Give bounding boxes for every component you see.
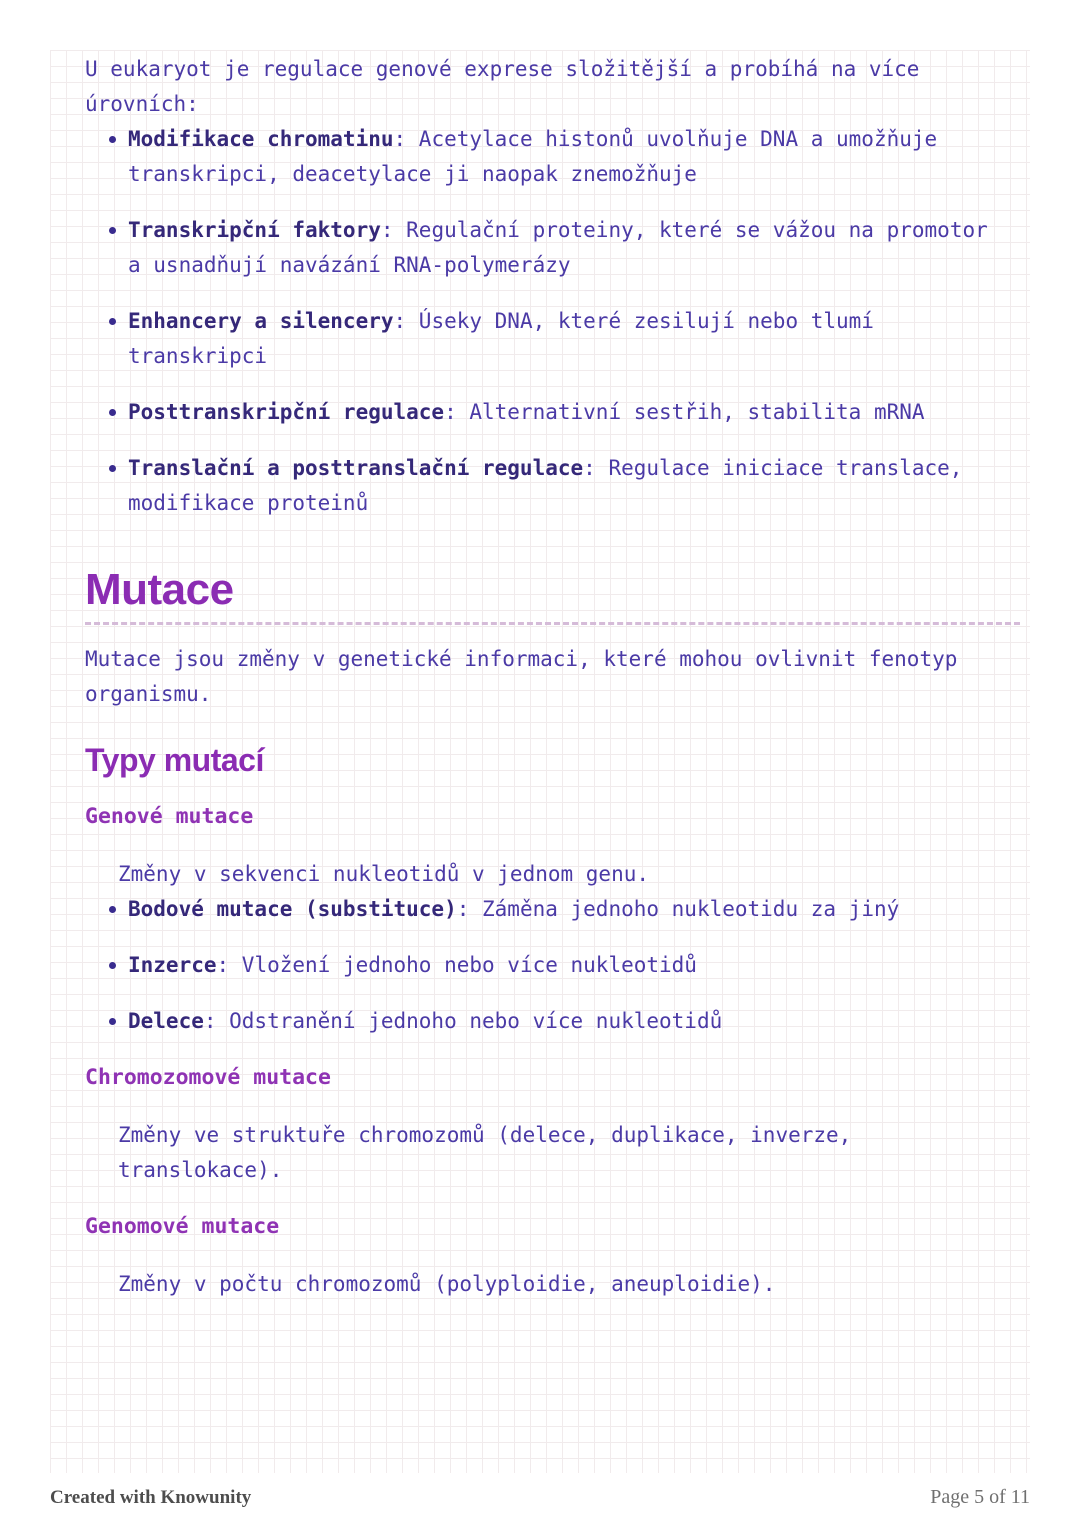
bullet-term: Posttranskripční regulace [128, 400, 445, 424]
bullet-desc: : Odstranění jednoho nebo více nukleotidů [203, 1009, 723, 1033]
bullet-term: Delece [128, 1009, 204, 1033]
list-item [85, 304, 988, 374]
bullet-term: Translační a posttranslační regulace [128, 456, 584, 480]
genomove-mutace-body: Změny v počtu chromozomů (polyploidie, aneuploidie). [118, 1272, 776, 1296]
subsection-title-typy-mutaci: Typy mutací [85, 742, 264, 778]
list-item [85, 892, 988, 927]
bullet-desc: : Regulační proteiny, které se vážou na promotor a usnadňují navázání RNA-polymerázy [128, 218, 988, 277]
subheading-genove-mutace: Genové mutace [85, 804, 254, 829]
bullet-desc: : Acetylace histonů uvolňuje DNA a umožňuje transkripci, deacetylace ji naopak znemožňuje [128, 127, 938, 186]
bullet-desc: : Záměna jednoho nukleotidu za jiný [456, 897, 900, 921]
mutace-intro-paragraph: Mutace jsou změny v genetické informaci, které mohou ovlivnit fenotyp organismu. [85, 647, 958, 706]
bullet-term: Modifikace chromatinu [128, 127, 394, 151]
chromozomove-mutace-body: Změny ve struktuře chromozomů (delece, duplikace, inverze, translokace). [118, 1123, 852, 1182]
genove-mutace-list [85, 892, 988, 1039]
subheading-chromozomove-mutace: Chromozomové mutace [85, 1065, 331, 1090]
footer-branding: Created with Knowunity [50, 1487, 252, 1508]
bullet-term: Bodové mutace (substituce) [128, 897, 457, 921]
list-item [85, 1004, 988, 1039]
bullet-desc: : Vložení jednoho nebo více nukleotidů [216, 953, 697, 977]
list-item [85, 451, 988, 521]
list-item [85, 122, 988, 192]
intro-paragraph: U eukaryot je regulace genové exprese složitější a probíhá na více úrovních: [85, 57, 920, 116]
bullet-desc: : Úseky DNA, které zesilují nebo tlumí transkripci [128, 309, 874, 368]
section-title-mutace: Mutace [85, 566, 1020, 625]
list-item [85, 395, 988, 430]
bullet-term: Transkripční faktory [128, 218, 381, 242]
subheading-genomove-mutace: Genomové mutace [85, 1214, 280, 1239]
page-footer [50, 1486, 1030, 1509]
regulation-levels-list [85, 122, 988, 521]
genove-mutace-body: Změny v sekvenci nukleotidů v jednom genu. [118, 862, 650, 886]
bullet-desc: : Alternativní sestřih, stabilita mRNA [444, 400, 925, 424]
list-item [85, 213, 988, 283]
bullet-desc: : Regulace iniciace translace, modifikace proteinů [128, 456, 963, 515]
list-item [85, 948, 988, 983]
bullet-term: Enhancery a silencery [128, 309, 394, 333]
bullet-term: Inzerce [128, 953, 217, 977]
grid-paper [50, 50, 1030, 1473]
page-number: Page 5 of 11 [930, 1486, 1030, 1508]
